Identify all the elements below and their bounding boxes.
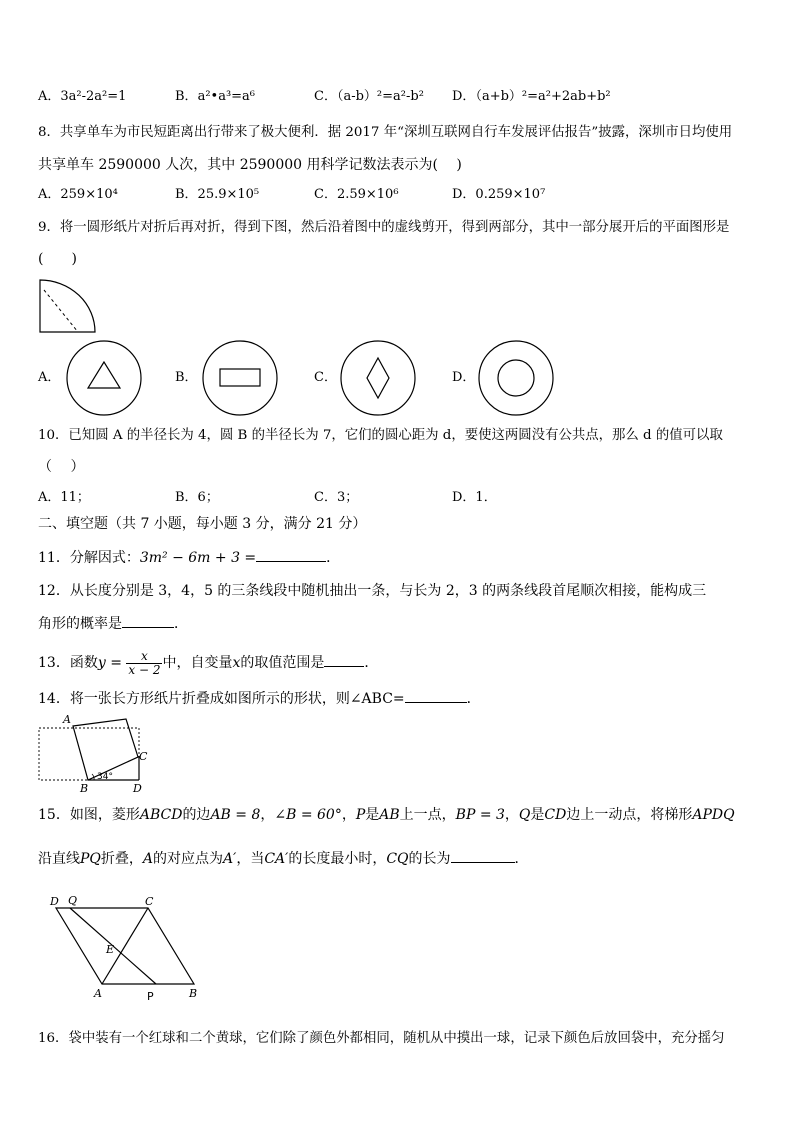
q8-option-b: B．25.9×10⁵ [175, 187, 260, 202]
q13 [38, 649, 378, 677]
q15-text: ， [504, 807, 519, 823]
q13-numerator: x [126, 650, 162, 664]
q16-stem-line1: 16．袋中装有一个红球和二个黄球，它们除了颜色外都相同，随机从中摸出一球，记录下颜色后放回袋中，充分摇匀 [38, 1031, 725, 1046]
q15-text: ，当 [236, 851, 265, 867]
q12-answer-blank[interactable] [122, 613, 174, 628]
q14 [38, 688, 481, 708]
q15-math: APDQ [692, 807, 735, 823]
q10-stem-line2: （ ） [38, 459, 85, 475]
q10-option-c: C．3； [314, 490, 359, 505]
q15-suffix: ． [514, 851, 529, 867]
option-label: D． [452, 89, 476, 104]
q15-label-b: B [189, 987, 198, 1000]
q14-angle-label: 34° [97, 772, 113, 782]
q8-option-d: D．0.259×10⁷ [452, 187, 546, 202]
q7-option-a [38, 88, 126, 106]
q13-fraction [126, 650, 162, 677]
q15-text: ， [260, 807, 275, 823]
q14-label-d: D [133, 782, 142, 795]
q15-text: 沿直线 [38, 851, 80, 867]
q12-stem-line2 [38, 613, 188, 633]
q7-option-b [175, 88, 255, 106]
q15-math: BP = 3 [455, 807, 505, 823]
q13-function-lhs: y = [97, 655, 122, 671]
q15-math: Q [518, 807, 531, 823]
q12-prefix: 角形的概率是 [38, 616, 122, 632]
q9-option-a-label: A． [38, 370, 61, 385]
q9-option-b-label: B． [175, 370, 198, 385]
q11-expression: 3m² − 6m + 3 = [139, 550, 257, 566]
q13-answer-blank[interactable] [324, 652, 364, 667]
q10-option-b: B．6； [175, 490, 219, 505]
q14-label-b: B [80, 782, 89, 795]
q15-answer-blank[interactable] [451, 848, 515, 863]
q15-stem-line2 [38, 848, 529, 868]
q15-text: 上一点， [399, 807, 456, 823]
q14-folded-rectangle-figure [36, 714, 156, 796]
q15-stem-line1 [38, 806, 735, 824]
q9-option-d-label: D． [452, 370, 476, 385]
q13-middle: 中，自变量 [162, 655, 233, 671]
q9-option-c-label: C． [314, 370, 337, 385]
q13-tail: 的取值范围是 [240, 655, 325, 671]
q15-label-q: Q [68, 894, 78, 907]
q15-math: A [142, 851, 154, 867]
q8-option-c: C．2.59×10⁶ [314, 187, 399, 202]
q9-option-a-circle-triangle [64, 338, 144, 418]
q13-suffix: ． [364, 655, 379, 671]
q9-folded-quarter-circle-figure [38, 276, 98, 334]
q15-text: 的长度最小时， [288, 851, 387, 867]
option-label: C． [314, 89, 337, 104]
q15-label-a: A [94, 987, 102, 1000]
q7-option-c [314, 88, 424, 106]
q15-label-c: C [145, 895, 154, 908]
q9-stem-line2: ( ) [38, 251, 77, 267]
q15-text: 的长为 [408, 851, 451, 867]
q15-text: ， [341, 807, 356, 823]
q8-stem-line1: 8．共享单车为市民短距离出行带来了极大便利．据 2017 年“深圳互联网自行车发展评估报告”披露，深圳市日均使用 [38, 125, 733, 140]
option-label: A． [38, 89, 61, 104]
q15-text: 15．如图，菱形 [38, 807, 140, 823]
q15-label-e: E [106, 943, 115, 956]
q15-math: AB [379, 807, 400, 823]
q14-answer-blank[interactable] [405, 688, 467, 703]
q11-suffix: ． [326, 550, 341, 566]
option-text: （a+b）²=a²+2ab+b² [475, 89, 611, 104]
q15-text: 的对应点为 [153, 851, 224, 867]
q14-label-a: A [63, 713, 71, 726]
q15-math: A′ [223, 851, 237, 867]
q15-text: 的边 [182, 807, 211, 823]
q13-denominator: x − 2 [128, 662, 161, 677]
q7-option-d [452, 88, 611, 106]
q8-option-a: A．259×10⁴ [38, 187, 118, 202]
q15-text: 折叠， [100, 851, 143, 867]
option-label: B． [175, 89, 198, 104]
q14-stem: 14．将一张长方形纸片折叠成如图所示的形状，则∠ABC= [38, 691, 405, 707]
q12-stem-line1: 12．从长度分别是 3，4，5 的三条线段中随机抽出一条，与长为 2，3 的两条线段首尾顺次相接，能构成三 [38, 583, 707, 599]
option-text: （a-b）²=a²-b² [336, 89, 424, 104]
q9-option-c-circle-rhombus [338, 338, 418, 418]
q15-label-d: D [50, 895, 59, 908]
q15-rhombus-figure [46, 890, 216, 1006]
section-heading: 二、填空题（共 7 小题，每小题 3 分，满分 21 分） [38, 516, 367, 532]
q8-stem-line2: 共享单车 2590000 人次，其中 2590000 用科学记数法表示为( ) [38, 157, 462, 173]
q15-math: ABCD [139, 807, 183, 823]
q10-option-a: A．11； [38, 490, 90, 505]
q9-option-b-circle-rectangle [200, 338, 280, 418]
q10-option-d: D．1． [452, 490, 497, 505]
q15-text: 边上一动点，将梯形 [566, 807, 693, 823]
q14-suffix: ． [466, 691, 481, 707]
q15-math: P [355, 807, 366, 823]
option-text: a²•a³=a⁶ [197, 89, 256, 104]
q13-variable: x [232, 655, 241, 671]
q9-stem-line1: 9．将一圆形纸片对折后再对折，得到下图，然后沿着图中的虚线剪开，得到两部分，其中一部分展开后的平面图形是 [38, 220, 730, 235]
q14-label-c: C [139, 750, 148, 763]
q11 [38, 547, 340, 567]
q15-math: CA′ [264, 851, 289, 867]
q15-math: PQ [80, 851, 101, 867]
q15-text: 是 [365, 807, 380, 823]
q12-suffix: ． [174, 616, 188, 632]
q9-option-d-circle-circle [476, 338, 556, 418]
option-text: 3a²-2a²=1 [60, 89, 127, 104]
q15-math: CQ [386, 851, 409, 867]
q15-text: 是 [530, 807, 545, 823]
q15-math: AB = 8 [210, 807, 261, 823]
q13-prefix: 13．函数 [38, 655, 98, 671]
q11-answer-blank[interactable] [256, 547, 326, 562]
q15-math: CD [544, 807, 567, 823]
q15-math: ∠B = 60° [274, 807, 342, 823]
q15-label-p: P [147, 990, 154, 1003]
q10-stem-line1: 10．已知圆 A 的半径长为 4，圆 B 的半径长为 7，它们的圆心距为 d，要使这两圆没有公共点，那么 d 的值可以取 [38, 428, 723, 443]
q11-prefix: 11．分解因式： [38, 550, 140, 566]
